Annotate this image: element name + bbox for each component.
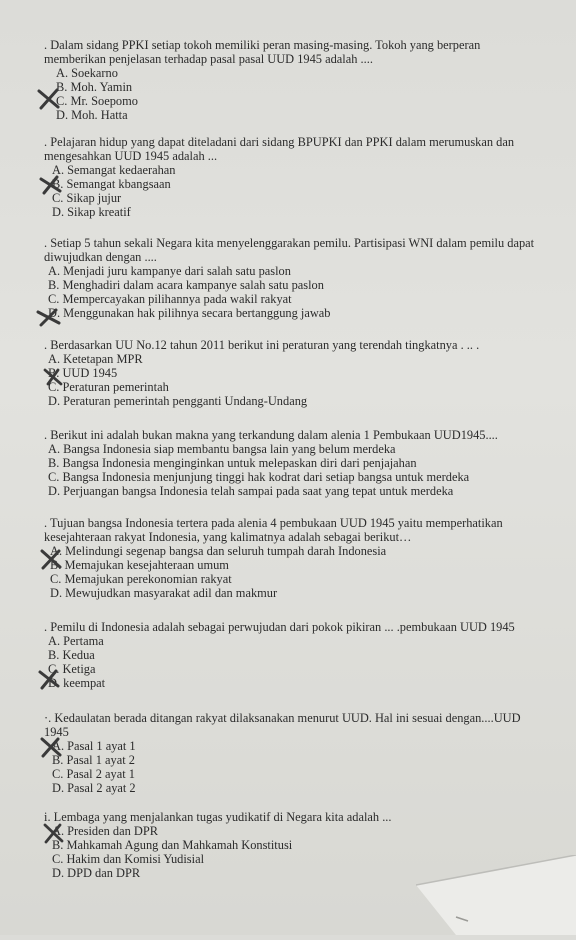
option-c[interactable]: C. Mr. Soepomo — [56, 94, 138, 108]
option-c[interactable]: C. Memajukan perekonomian rakyat — [50, 572, 232, 586]
option-c[interactable]: C. Sikap jujur — [52, 191, 122, 205]
answer-options — [44, 634, 544, 690]
option-b[interactable]: B. Bangsa Indonesia menginginkan untuk melepaskan diri dari penjajahan — [48, 456, 417, 470]
question-stem: i. Lembaga yang menjalankan tugas yudikatif di Negara kita adalah ... — [44, 810, 392, 824]
question-6 — [44, 516, 544, 600]
option-c[interactable]: C. Ketiga — [48, 662, 96, 676]
question-stem: . Pemilu di Indonesia adalah sebagai perwujudan dari pokok pikiran ... .pembukaan UUD 1945 — [44, 620, 515, 634]
option-c[interactable]: C. Peraturan pemerintah — [48, 380, 169, 394]
answer-options — [44, 264, 544, 320]
option-b[interactable]: B. Mahkamah Agung dan Mahkamah Konstitusi — [52, 838, 293, 852]
option-b[interactable]: B. Memajukan kesejahteraan umum — [50, 558, 229, 572]
question-stem: . Setiap 5 tahun sekali Negara kita menyelenggarakan pemilu. Partisipasi WNI dalam pemilu dapat diwujudkan dengan .... — [44, 236, 535, 264]
answer-options — [52, 66, 544, 122]
handwritten-cross-icon — [38, 548, 64, 570]
answer-options — [44, 442, 544, 498]
paper-fold — [416, 855, 576, 935]
option-a[interactable]: A. Menjadi juru kampanye dari salah satu paslon — [48, 264, 291, 278]
handwritten-cross-icon — [36, 306, 62, 328]
option-d[interactable]: D. Perjuangan bangsa Indonesia telah sampai pada saat yang tepat untuk merdeka — [48, 484, 454, 498]
option-d[interactable]: D. Mewujudkan masyarakat adil dan makmur — [50, 586, 278, 600]
question-stem: . Berikut ini adalah bukan makna yang terkandung dalam alenia 1 Pembukaan UUD1945.... — [44, 428, 498, 442]
question-2 — [44, 135, 544, 219]
handwritten-cross-icon — [38, 736, 64, 758]
question-4 — [44, 338, 544, 408]
option-d[interactable]: D. Pasal 2 ayat 2 — [52, 781, 136, 795]
option-b[interactable]: B. Menghadiri dalam acara kampanye salah satu paslon — [48, 278, 324, 292]
question-stem: . Pelajaran hidup yang dapat diteladani dari sidang BPUPKI dan PPKI dalam merumuskan dan mengesahkan UUD 1945 adalah ... — [44, 135, 515, 163]
question-1 — [44, 38, 544, 122]
option-d[interactable]: D. Peraturan pemerintah pengganti Undang-Undang — [48, 394, 308, 408]
option-b[interactable]: B. UUD 1945 — [48, 366, 118, 380]
option-c[interactable]: C. Pasal 2 ayat 1 — [52, 767, 135, 781]
answer-options — [48, 739, 544, 795]
handwritten-cross-icon — [38, 174, 64, 196]
option-b[interactable]: B. Moh. Yamin — [56, 80, 133, 94]
handwritten-cross-icon — [40, 822, 66, 844]
option-d[interactable]: D. Sikap kreatif — [52, 205, 131, 219]
option-b[interactable]: B. Pasal 1 ayat 2 — [52, 753, 135, 767]
option-b[interactable]: B. Semangat kbangsaan — [52, 177, 171, 191]
option-c[interactable]: C. Mempercayakan pilihannya pada wakil rakyat — [48, 292, 292, 306]
option-a[interactable]: A. Presiden dan DPR — [52, 824, 159, 838]
question-8 — [44, 711, 544, 795]
question-stem: . Tujuan bangsa Indonesia tertera pada alenia 4 pembukaan UUD 1945 yaitu memperhatikan kesejahteraan rakyat Indonesia, yang kalimatnya adalah sebagai berikut… — [44, 516, 503, 544]
option-a[interactable]: A. Pertama — [48, 634, 104, 648]
handwritten-cross-icon — [36, 668, 62, 690]
question-5 — [44, 428, 544, 498]
option-a[interactable]: A. Ketetapan MPR — [48, 352, 143, 366]
question-7 — [44, 620, 544, 690]
question-stem: . Berdasarkan UU No.12 tahun 2011 berikut ini peraturan yang terendah tingkatnya . .. . — [44, 338, 480, 352]
option-c[interactable]: C. Bangsa Indonesia menjunjung tinggi hak kodrat dari setiap bangsa untuk merdeka — [48, 470, 470, 484]
option-c[interactable]: C. Hakim dan Komisi Yudisial — [52, 852, 205, 866]
handwritten-cross-icon — [36, 88, 62, 110]
option-a[interactable]: A. Bangsa Indonesia siap membantu bangsa lain yang belum merdeka — [48, 442, 396, 456]
option-d[interactable]: D. Menggunakan hak pilihnya secara bertanggung jawab — [48, 306, 331, 320]
answer-options — [46, 544, 544, 600]
question-3 — [44, 236, 544, 320]
option-d[interactable]: D. Moh. Hatta — [56, 108, 128, 122]
answer-options — [44, 352, 544, 408]
option-b[interactable]: B. Kedua — [48, 648, 95, 662]
option-a[interactable]: A. Semangat kedaerahan — [52, 163, 176, 177]
option-a[interactable]: A. Soekarno — [56, 66, 118, 80]
option-d[interactable]: D. DPD dan DPR — [52, 866, 141, 880]
option-a[interactable]: A. Melindungi segenap bangsa dan seluruh tumpah darah Indonesia — [50, 544, 387, 558]
answer-options — [48, 163, 544, 219]
handwritten-cross-icon — [40, 366, 66, 388]
question-stem: ·. Kedaulatan berada ditangan rakyat dilaksanakan menurut UUD. Hal ini sesuai dengan....UUD 1945 — [44, 711, 521, 739]
option-d[interactable]: D. keempat — [48, 676, 106, 690]
option-a[interactable]: A. Pasal 1 ayat 1 — [52, 739, 136, 753]
question-stem: . Dalam sidang PPKI setiap tokoh memiliki peran masing-masing. Tokoh yang berperan memberikan penjelasan terhadap pasal pasal UUD 1945 adalah .... — [44, 38, 481, 66]
